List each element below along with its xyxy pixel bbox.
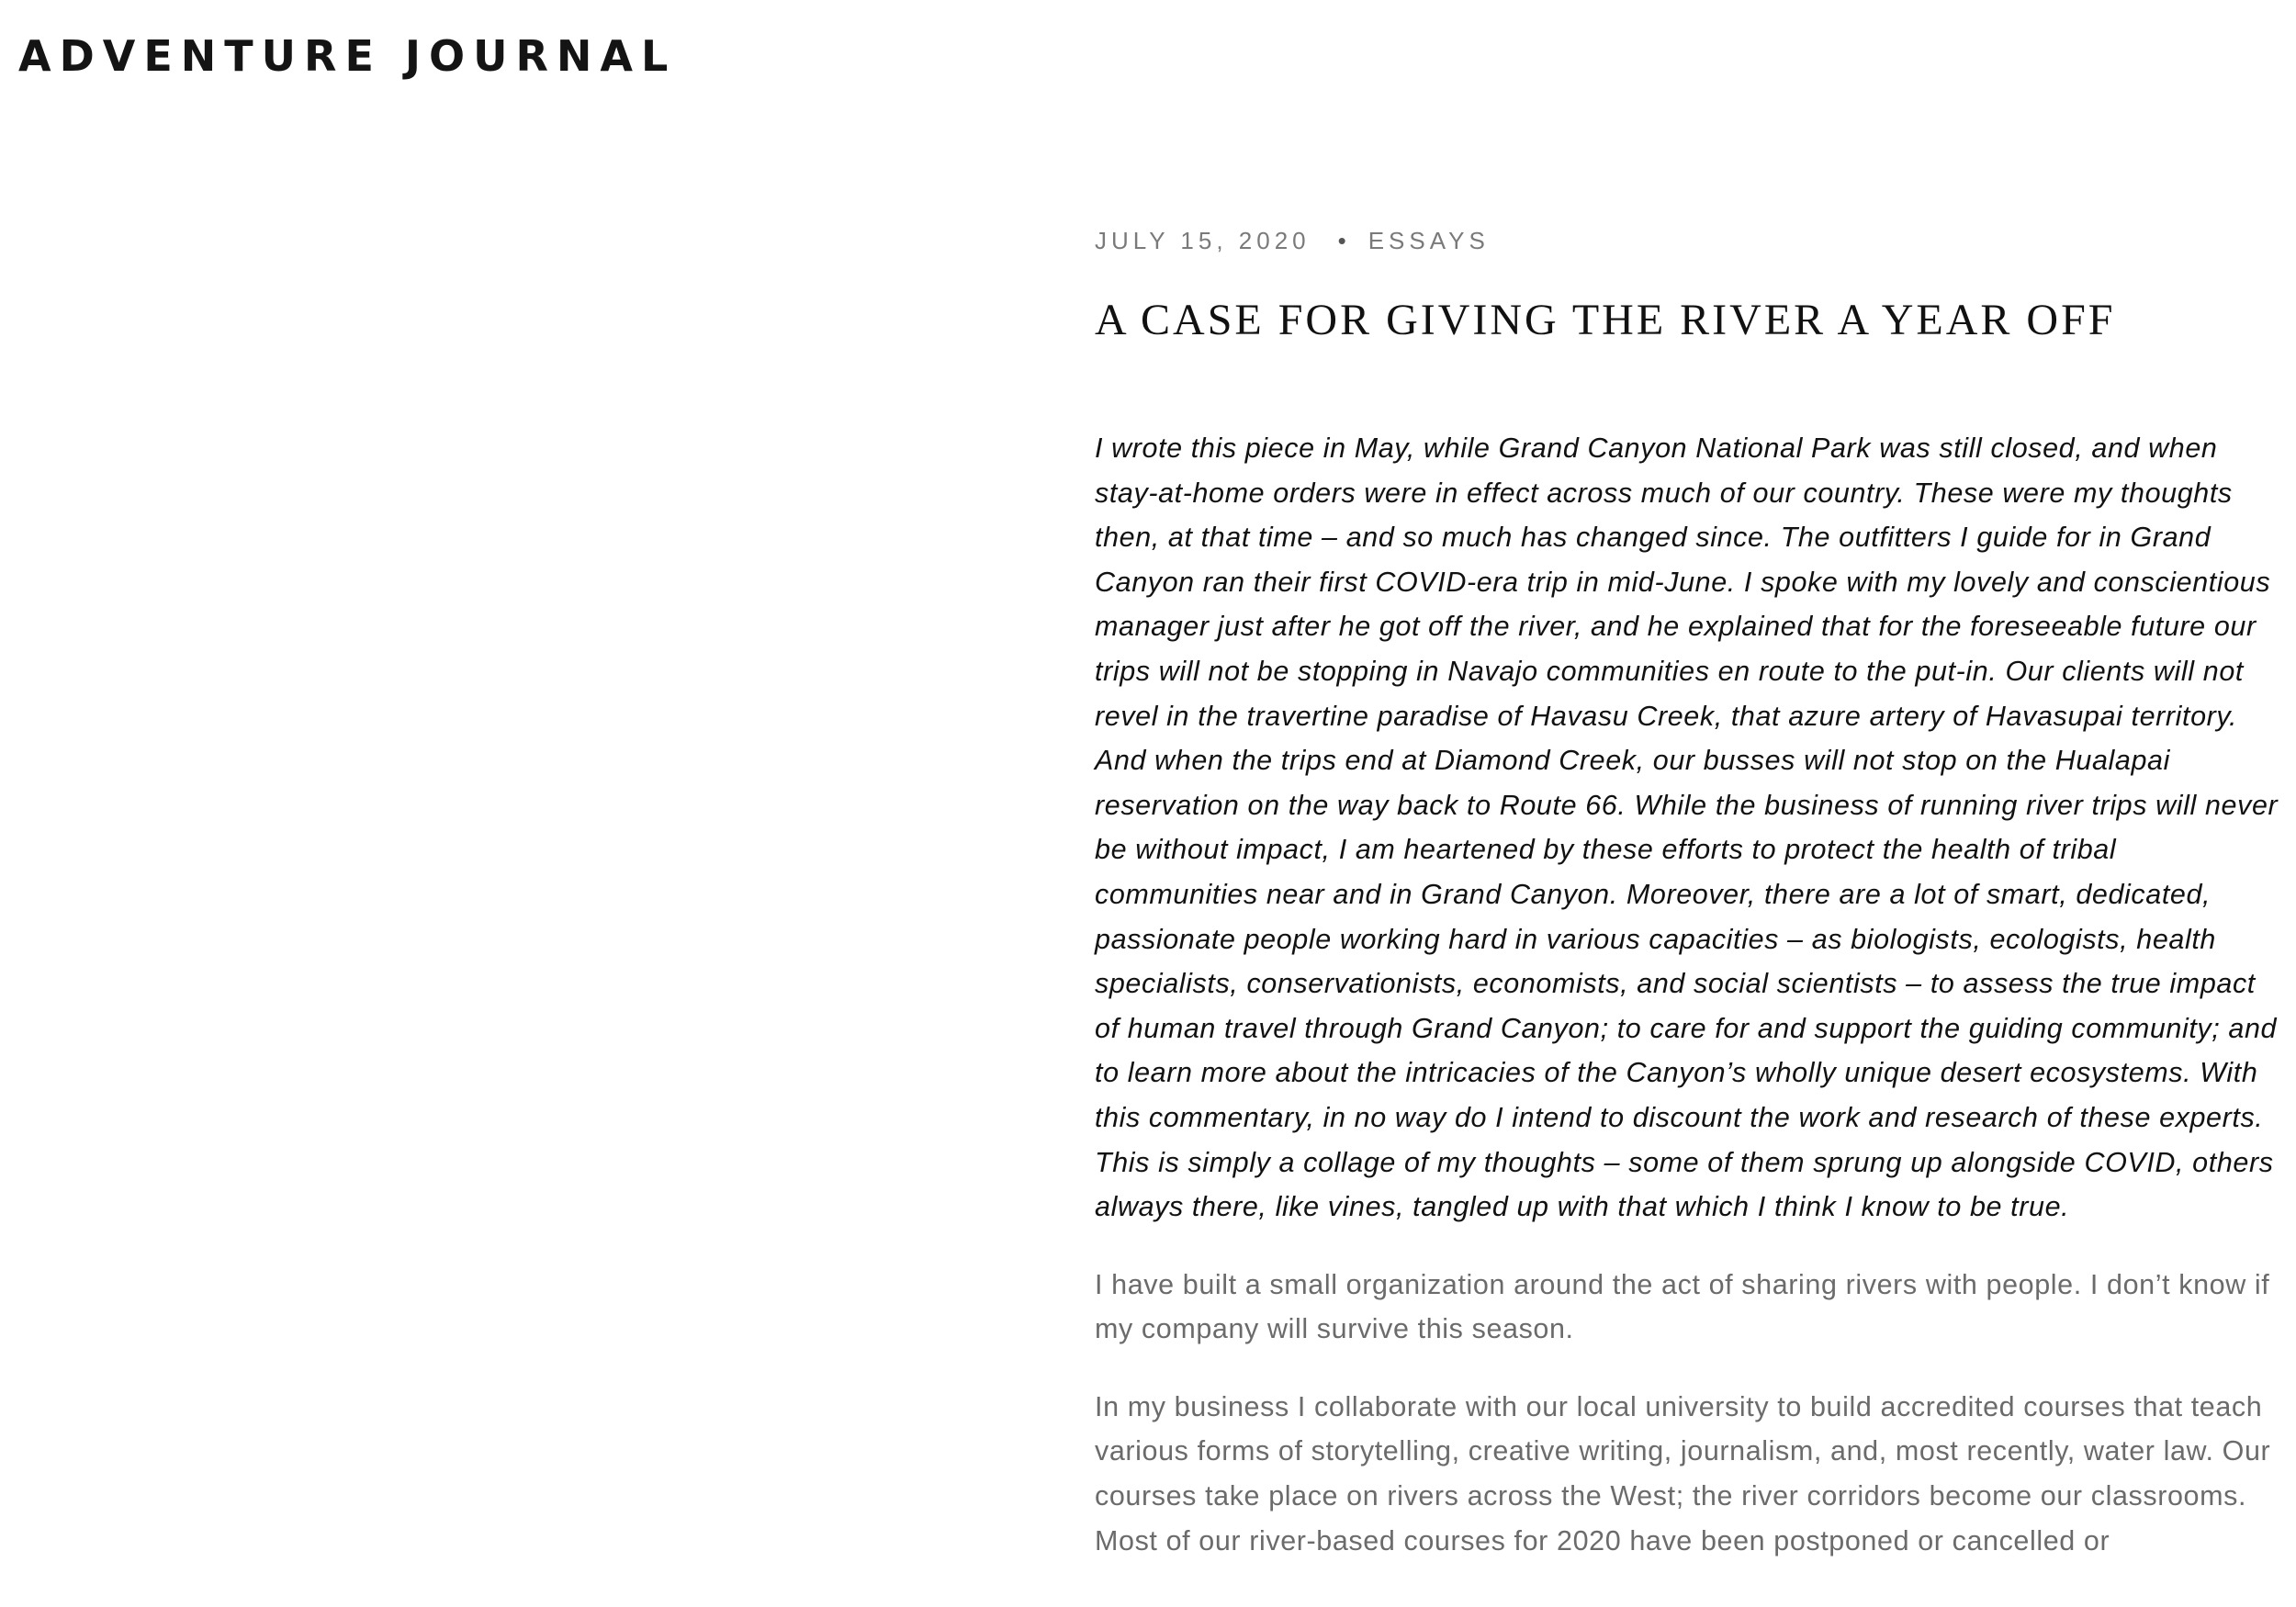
article-category-link[interactable]: ESSAYS <box>1367 227 1490 254</box>
site-title[interactable]: ADVENTURE JOURNAL <box>18 31 677 81</box>
article-paragraph: I have built a small organization around the act of sharing rivers with people. I don’t know if my company will survive this season. <box>1095 1268 2270 1345</box>
article-meta <box>1095 224 1490 257</box>
meta-separator: • <box>1337 227 1346 254</box>
article-title: A CASE FOR GIVING THE RIVER A YEAR OFF <box>1095 296 2116 344</box>
article-body <box>1095 426 2284 1596</box>
article-paragraph: In my business I collaborate with our local university to build accredited courses that teach various forms of storytelling, creative writing, journalism, and, most recently, water law. Our courses take place on rivers across the West; the river corridors become our classrooms. Most of our river-based courses for 2020 have been postponed or cancelled or <box>1095 1390 2271 1556</box>
article-date: JULY 15, 2020 <box>1095 227 1311 254</box>
article-intro: I wrote this piece in May, while Grand Canyon National Park was still closed, and when stay-at-home orders were in effect across much of our country. These were my thoughts then, at that time – and so much has changed since. The outfitters I guide for in Grand Canyon ran their first COVID-era trip in mid-June. I spoke with my lovely and conscientious manager just after he got off the river, and he explained that for the foreseeable future our trips will not be stopping in Navajo communities en route to the put-in. Our clients will not revel in the travertine paradise of Havasu Creek, that azure artery of Havasupai territory. And when the trips end at Diamond Creek, our busses will not stop on the Hualapai reservation on the way back to Route 66. While the business of running river trips will never be without impact, I am heartened by these efforts to protect the health of tribal communities near and in Grand Canyon. Moreover, there are a lot of smart, dedicated, passionate people working hard in various capacities – as biologists, ecologists, health specialists, conservationists, economists, and social scientists – to assess the true impact of human travel through Grand Canyon; to care for and support the guiding community; and to learn more about the intricacies of the Canyon’s wholly unique desert ecosystems. With this commentary, in no way do I intend to discount the work and research of these experts. This is simply a collage of my thoughts – some of them sprung up alongside COVID, others always there, like vines, tangled up with that which I think I know to be true. <box>1095 433 2279 1223</box>
